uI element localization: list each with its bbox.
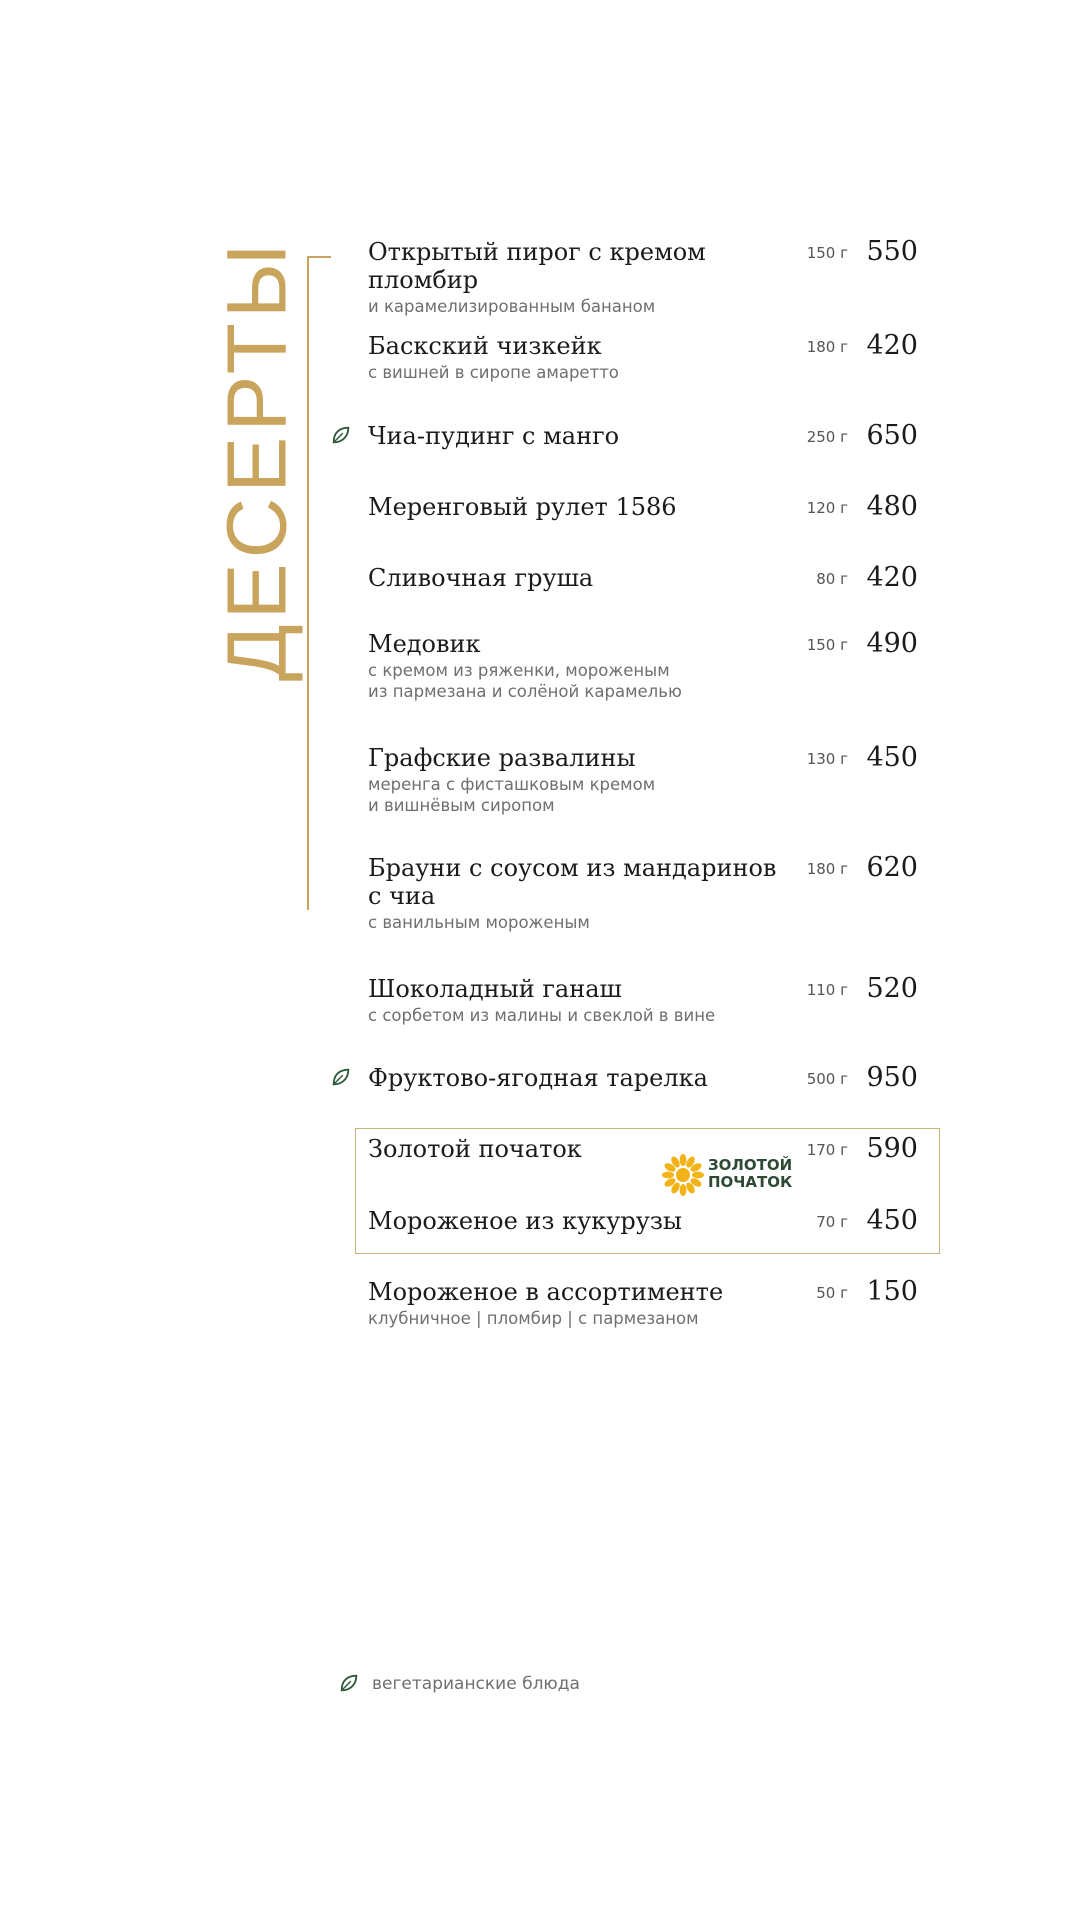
- item-price: 450: [866, 742, 918, 773]
- item-weight: 500 г: [806, 1070, 848, 1088]
- item-description: меренга с фисташковым кремом и вишнёвым сиропом: [368, 775, 656, 815]
- item-weight: 110 г: [806, 981, 848, 999]
- item-name: Мороженое из кукурузы: [368, 1207, 683, 1235]
- item-name: Брауни с соусом из мандаринов с чиа: [368, 854, 777, 910]
- item-weight: 80 г: [816, 570, 848, 588]
- item-price: 490: [866, 628, 918, 659]
- item-description: с кремом из ряженки, мороженым из пармезана и солёной карамелью: [368, 661, 682, 701]
- item-price: 650: [866, 420, 918, 451]
- item-weight: 180 г: [806, 338, 848, 356]
- item-description: с ванильным мороженым: [368, 913, 590, 932]
- item-weight: 150 г: [806, 636, 848, 654]
- section-title: [209, 238, 304, 682]
- item-name: Шоколадный ганаш: [368, 975, 622, 1003]
- item-price: 590: [866, 1133, 918, 1164]
- item-description: и карамелизированным бананом: [368, 297, 656, 316]
- item-weight: 50 г: [816, 1284, 848, 1302]
- item-name: Баскский чизкейк: [368, 332, 602, 360]
- menu-item: [368, 332, 918, 383]
- menu-item: [368, 744, 918, 816]
- item-price: 420: [866, 330, 918, 361]
- menu-item: [368, 854, 918, 933]
- item-name: Меренговый рулет 1586: [368, 493, 677, 521]
- menu-item: [368, 1064, 918, 1092]
- menu-item: [368, 238, 918, 317]
- item-name: Фруктово-ягодная тарелка: [368, 1064, 708, 1092]
- menu-item: [368, 564, 918, 592]
- item-weight: 130 г: [806, 750, 848, 768]
- golden-cob-logo: [662, 1152, 802, 1198]
- section-title-text: ДЕСЕРТЫ: [209, 238, 304, 682]
- item-price: 620: [866, 852, 918, 883]
- item-name: Графские развалины: [368, 744, 636, 772]
- item-weight: 70 г: [816, 1213, 848, 1231]
- menu-item: [368, 1207, 918, 1235]
- menu-item: [368, 975, 918, 1026]
- logo-text: ЗОЛОТОЙ ПОЧАТОК: [708, 1156, 793, 1191]
- menu-item: [368, 422, 918, 450]
- sun-icon: [662, 1154, 704, 1196]
- item-description: с вишней в сиропе амаретто: [368, 363, 619, 382]
- leaf-icon: [338, 1672, 360, 1694]
- item-weight: 120 г: [806, 499, 848, 517]
- item-name: Мороженое в ассортименте: [368, 1278, 724, 1306]
- item-name: Сливочная груша: [368, 564, 594, 592]
- menu-item: [368, 493, 918, 521]
- item-price: 520: [866, 973, 918, 1004]
- item-weight: 250 г: [806, 428, 848, 446]
- section-divider-tick: [307, 256, 331, 258]
- item-price: 550: [866, 236, 918, 267]
- item-name: Золотой початок: [368, 1135, 582, 1163]
- item-price: 150: [866, 1276, 918, 1307]
- item-description: клубничное | пломбир | с пармезаном: [368, 1309, 699, 1328]
- leaf-icon: [330, 1066, 352, 1088]
- item-price: 950: [866, 1062, 918, 1093]
- item-price: 420: [866, 562, 918, 593]
- menu-item: [368, 1278, 918, 1329]
- item-name: Открытый пирог с кремом пломбир: [368, 238, 706, 294]
- item-price: 450: [866, 1205, 918, 1236]
- menu-item: [368, 630, 918, 702]
- item-weight: 170 г: [806, 1141, 848, 1159]
- item-name: Медовик: [368, 630, 481, 658]
- section-divider: [307, 256, 309, 910]
- item-name: Чиа-пудинг с манго: [368, 422, 620, 450]
- item-description: с сорбетом из малины и свеклой в вине: [368, 1006, 716, 1025]
- leaf-icon: [330, 424, 352, 446]
- item-price: 480: [866, 491, 918, 522]
- item-weight: 150 г: [806, 244, 848, 262]
- menu-item: [368, 1135, 918, 1163]
- item-weight: 180 г: [806, 860, 848, 878]
- legend-text: вегетарианские блюда: [372, 1674, 580, 1694]
